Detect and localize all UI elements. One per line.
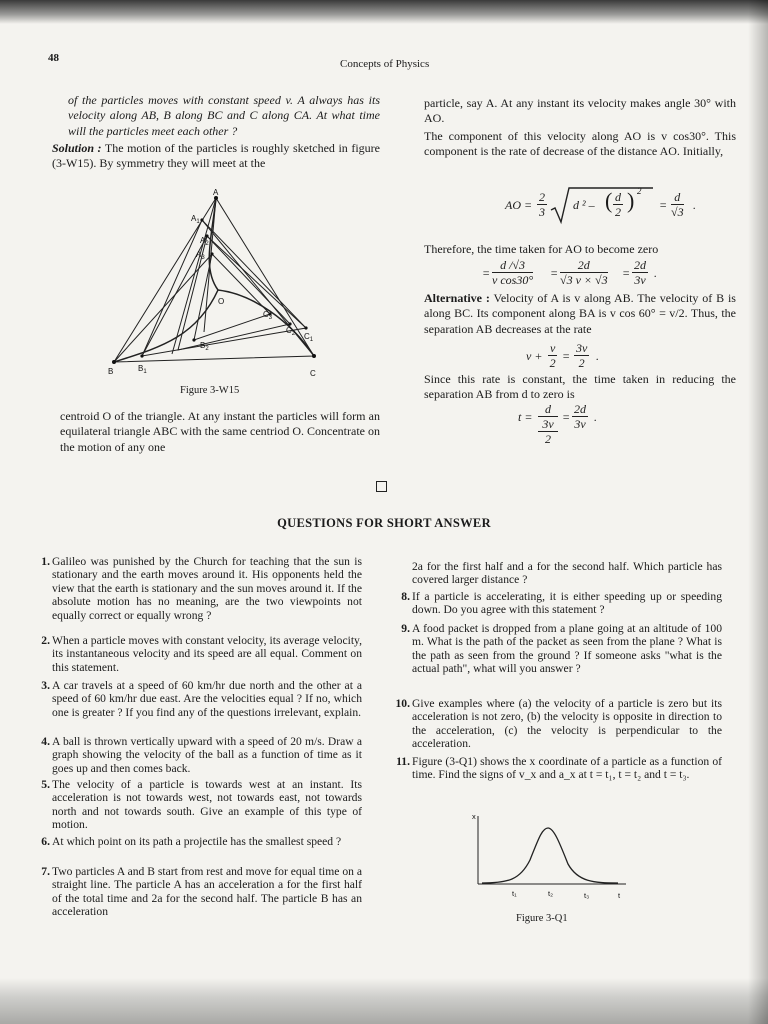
- curve-x-vs-t: [482, 828, 618, 883]
- equation-rate: v + $\frac{v}{2}$ = $\frac{3v}{2}$ .: [526, 341, 599, 370]
- y-axis-label: x: [472, 812, 476, 821]
- question-9: 9. A food packet is dropped from a plane going at an altitude of 100 m. What is the path of the packet as seen from the plane ? What is the path as seen from the ground ? If someone asks "what is the actual path", what will you answer ?: [401, 622, 722, 676]
- equation-t: t = d 3v 2 = $\frac{2d}{3v}$ .: [518, 402, 597, 446]
- paren-close: ): [627, 188, 635, 213]
- paren-open: (: [605, 188, 613, 213]
- page-number: 48: [48, 52, 59, 64]
- solution-label: Solution :: [52, 141, 102, 155]
- eq-time-f1: $\frac{d /√3}{\text{v cos30°}}$: [492, 258, 534, 287]
- eq-time-f3: $\frac{2d}{3v}$: [634, 258, 646, 287]
- label-C3: $C_3$: [263, 310, 273, 321]
- eq-t-result: $\frac{2d}{3v}$: [574, 402, 586, 431]
- problem-statement: of the particles moves with constant speed v. A always has its velocity along AB, B along BC and C along CA. At what time will the particles meet each other ?: [68, 93, 380, 138]
- question-5: 5. The velocity of a particle is towards west at an instant. Its acceleration is not towards west, not towards east, not towards north and not towards south. Give an example of this type of motion.: [41, 778, 362, 832]
- label-A3: $A_3$: [196, 250, 205, 261]
- question-3: 3. A car travels at a speed of 60 km/hr due north and the other at a speed of 60 km/hr due east. Are the velocities equal ? If no, which one is greater ? If you find any of the questions irrelevant, explain.: [41, 679, 362, 719]
- question-6: 6. At which point on its path a projectile has the smallest speed ?: [41, 835, 342, 848]
- label-A: A: [213, 188, 219, 197]
- equation-ao: AO = $\frac{2}{3}$ d ² – ( $\frac{d}{2}$ ) 2 = $\frac{d}{√3}$ .: [505, 186, 725, 226]
- figure-3-q1-graph: [468, 810, 638, 906]
- alternative-label: Alternative :: [424, 291, 490, 305]
- eq-ao-exp: 2: [637, 186, 642, 196]
- inner-triangle-1: [142, 220, 306, 356]
- label-B: B: [108, 367, 114, 376]
- question-7-continued: 2a for the first half and a for the second half. Which particle has covered larger distance ?: [412, 560, 722, 587]
- label-C1: $C_1$: [304, 332, 314, 343]
- eq-time-f2: $\frac{2d}{√3 v \times √3}$: [560, 258, 608, 287]
- label-A2: $A_2$: [200, 236, 209, 247]
- path-of-A: [209, 198, 218, 290]
- tick-t1: t₁: [512, 889, 517, 898]
- eq-ao-lhs: AO =: [505, 198, 533, 212]
- alternative-text: Velocity of A is v along AB. The velocity of B is along BC. Its component along BA is v cos 60° = v/2. Thus, the separation AB decreases at the rate: [424, 291, 736, 336]
- scan-shadow-right: [748, 0, 768, 1024]
- construction-line: [207, 236, 306, 328]
- solution-continuation: centroid O of the triangle. At any instant the particles will form an equilateral triangle ABC with the same centriod O. Concentrate on the motion of any one: [60, 409, 380, 454]
- label-O: O: [218, 297, 225, 306]
- x-axis-label: t: [618, 891, 621, 900]
- tick-t3: t₃: [584, 891, 590, 900]
- eq-t-compound: d 3v 2: [538, 402, 558, 446]
- question-11: 11. Figure (3-Q1) shows the x coordinate of a particle as a function of time. Find the signs of v_x and a_x at t = t₁, t = t₂ and t = t₃.: [396, 755, 722, 782]
- eq-ao-rhs: $\frac{d}{√3}$: [671, 190, 684, 219]
- right-paragraph-2: The component of this velocity along AO is v cos30°. This component is the rate of decrease of the distance AO. Initially,: [424, 129, 736, 159]
- question-4: 4. A ball is thrown vertically upward with a speed of 20 m/s. Draw a graph showing the velocity of the ball as a function of time as it goes up and then comes back.: [41, 735, 362, 775]
- equation-time: = $\frac{d /√3}{\text{v cos30°}}$ = $\frac{2d}{√3 v \times √3}$ = $\frac{2d}{3v}$ .: [482, 258, 657, 287]
- label-B2: $B_2$: [200, 341, 209, 352]
- eq-rate-f2: $\frac{3v}{2}$: [576, 341, 588, 370]
- label-C2: $C_2$: [286, 326, 296, 337]
- eq-rate-f1: $\frac{v}{2}$: [549, 341, 556, 370]
- question-7: 7. Two particles A and B start from rest and move for equal time on a straight line. The particle A has an acceleration a for the first half of the total time and 2a for the second half. The particle B has an acceleration: [41, 865, 362, 919]
- label-B1: $B_1$: [138, 364, 147, 375]
- eq-ao-radicand: d ² –: [573, 198, 595, 212]
- right-paragraph-4: Since this rate is constant, the time taken in reducing the separation AB from d to zero is: [424, 372, 736, 402]
- label-A1: $A_1$: [191, 214, 200, 225]
- eq-ao-inner: $\frac{d}{2}$: [615, 190, 621, 219]
- figure-caption-3-q1: Figure 3-Q1: [516, 913, 568, 924]
- question-10: 10. Give examples where (a) the velocity of a particle is zero but its acceleration is not zero, (b) the velocity is opposite in direction to the acceleration, (c) the velocity is perpendicular to the acceleration.: [395, 697, 722, 751]
- solution-paragraph: [52, 141, 380, 172]
- label-C: C: [310, 369, 316, 378]
- scan-shadow-top: [0, 0, 768, 24]
- figure-caption-3-w15: Figure 3-W15: [180, 385, 240, 396]
- question-1: 1. Galileo was punished by the Church for teaching that the sun is stationary and the earth moves around it. His opponents held the view that the earth is stationary and the sun moves around it. If the absolute motion has no meaning, are the two viewpoints not equally correct or equally wrong ?: [41, 555, 362, 622]
- end-of-section-box: [376, 481, 387, 492]
- figure-3-w15: [100, 186, 340, 380]
- path-of-C: [218, 290, 314, 356]
- section-title: QUESTIONS FOR SHORT ANSWER: [277, 516, 491, 530]
- question-2: 2. When a particle moves with constant velocity, its average velocity, its instantaneous velocity and its speed are all equal. Comment on this statement.: [41, 634, 362, 674]
- eq-ao-coef: $\frac{2}{3}$: [539, 190, 545, 219]
- right-paragraph-1: particle, say A. At any instant its velocity makes angle 30° with AO.: [424, 96, 736, 126]
- eq-ao-equals: =: [659, 198, 668, 212]
- right-paragraph-3: Therefore, the time taken for AO to become zero: [424, 242, 659, 256]
- scan-shadow-bottom: [0, 978, 768, 1024]
- question-8: 8. If a particle is accelerating, it is either speeding up or speeding down. Do you agree with this statement ?: [401, 590, 722, 617]
- running-header: Concepts of Physics: [340, 58, 430, 70]
- alternative-paragraph: [424, 291, 736, 337]
- solution-text: The motion of the particles is roughly sketched in figure (3-W15). By symmetry they will meet at the: [52, 141, 380, 171]
- tick-t2: t₂: [548, 889, 553, 898]
